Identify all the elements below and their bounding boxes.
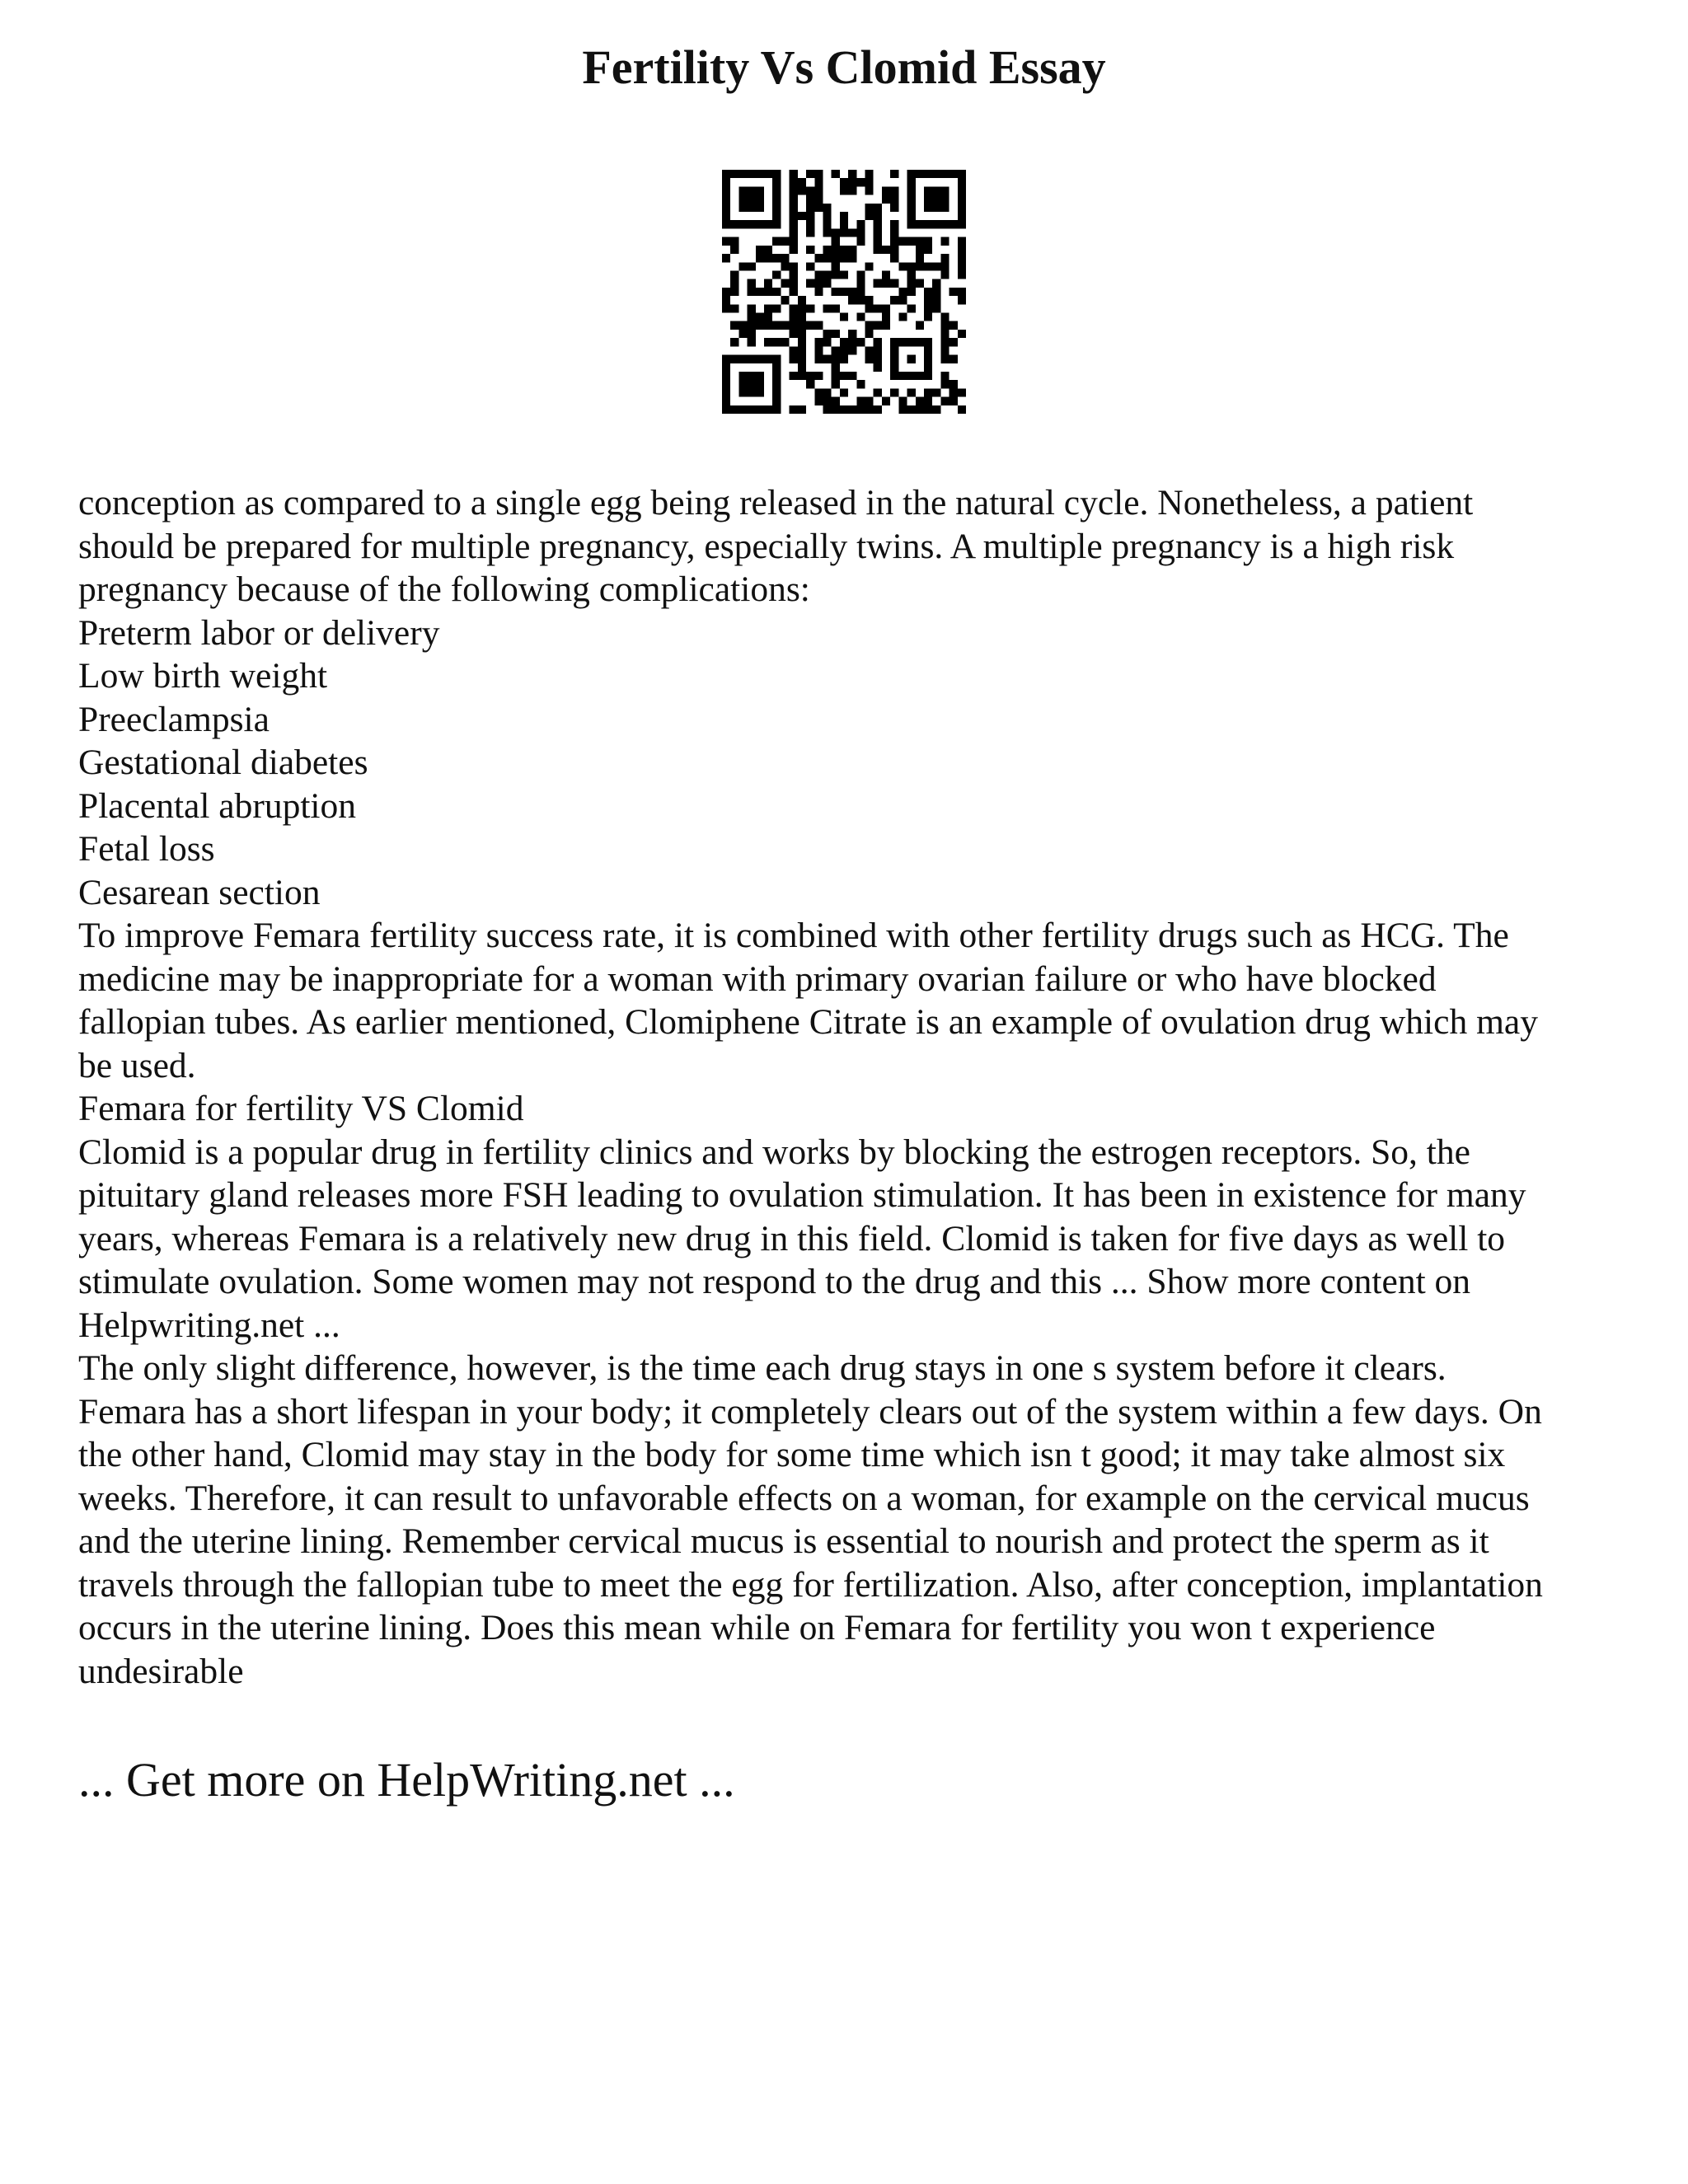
text-line: Femara has a short lifespan in your body; it completely clears out of the system within a few days. On (78, 1391, 1542, 1432)
text-line: pregnancy because of the following complications: (78, 569, 810, 609)
text-line: Helpwriting.net ... (78, 1305, 340, 1345)
text-line: medicine may be inappropriate for a woman with primary ovarian failure or who have blocked (78, 958, 1437, 999)
text-line: occurs in the uterine lining. Does this mean while on Femara for fertility you won t experience (78, 1608, 1436, 1647)
list-item: Cesarean section (78, 872, 321, 912)
text-line: Clomid is a popular drug in fertility clinics and works by blocking the estrogen receptors. So, the (78, 1132, 1470, 1172)
list-item: Preeclampsia (78, 699, 270, 739)
text-line: To improve Femara fertility success rate, it is combined with other fertility drugs such as HCG. The (78, 916, 1509, 955)
text-line: The only slight difference, however, is the time each drug stays in one s system before it clears. (78, 1348, 1447, 1388)
text-line: the other hand, Clomid may stay in the body for some time which isn t good; it may take almost six (78, 1435, 1506, 1474)
list-item: Gestational diabetes (78, 743, 368, 782)
qr-code-icon[interactable] (722, 170, 966, 414)
text-line: years, whereas Femara is a relatively new drug in this field. Clomid is taken for five days as well to (78, 1218, 1506, 1258)
text-line: fallopian tubes. As earlier mentioned, Clomiphene Citrate is an example of ovulation drug which may (78, 1002, 1538, 1042)
text-line: should be prepared for multiple pregnancy, especially twins. A multiple pregnancy is a high risk (78, 526, 1455, 566)
list-item: Placental abruption (78, 785, 357, 826)
text-line: conception as compared to a single egg being released in the natural cycle. Nonetheless, a patient (78, 483, 1474, 523)
section-heading: Femara for fertility VS Clomid (78, 1089, 524, 1128)
list-item: Fetal loss (78, 829, 215, 869)
list-item: Low birth weight (78, 656, 328, 696)
text-line: pituitary gland releases more FSH leading to ovulation stimulation. It has been in existence for many (78, 1175, 1526, 1215)
text-line: and the uterine lining. Remember cervical mucus is essential to nourish and protect the sperm as it (78, 1521, 1489, 1561)
essay-body (78, 481, 1628, 1693)
text-line: undesirable (78, 1651, 244, 1691)
get-more-link[interactable]: ... Get more on HelpWriting.net ... (78, 1753, 735, 1807)
text-line: weeks. Therefore, it can result to unfavorable effects on a woman, for example on the cervical mucus (78, 1478, 1530, 1518)
list-item: Preterm labor or delivery (78, 612, 440, 653)
page-title: Fertility Vs Clomid Essay (582, 40, 1106, 94)
text-line: travels through the fallopian tube to meet the egg for fertilization. Also, after conception, implantation (78, 1564, 1543, 1605)
text-line: stimulate ovulation. Some women may not respond to the drug and this ... Show more content on (78, 1262, 1471, 1301)
text-line: be used. (78, 1045, 196, 1085)
